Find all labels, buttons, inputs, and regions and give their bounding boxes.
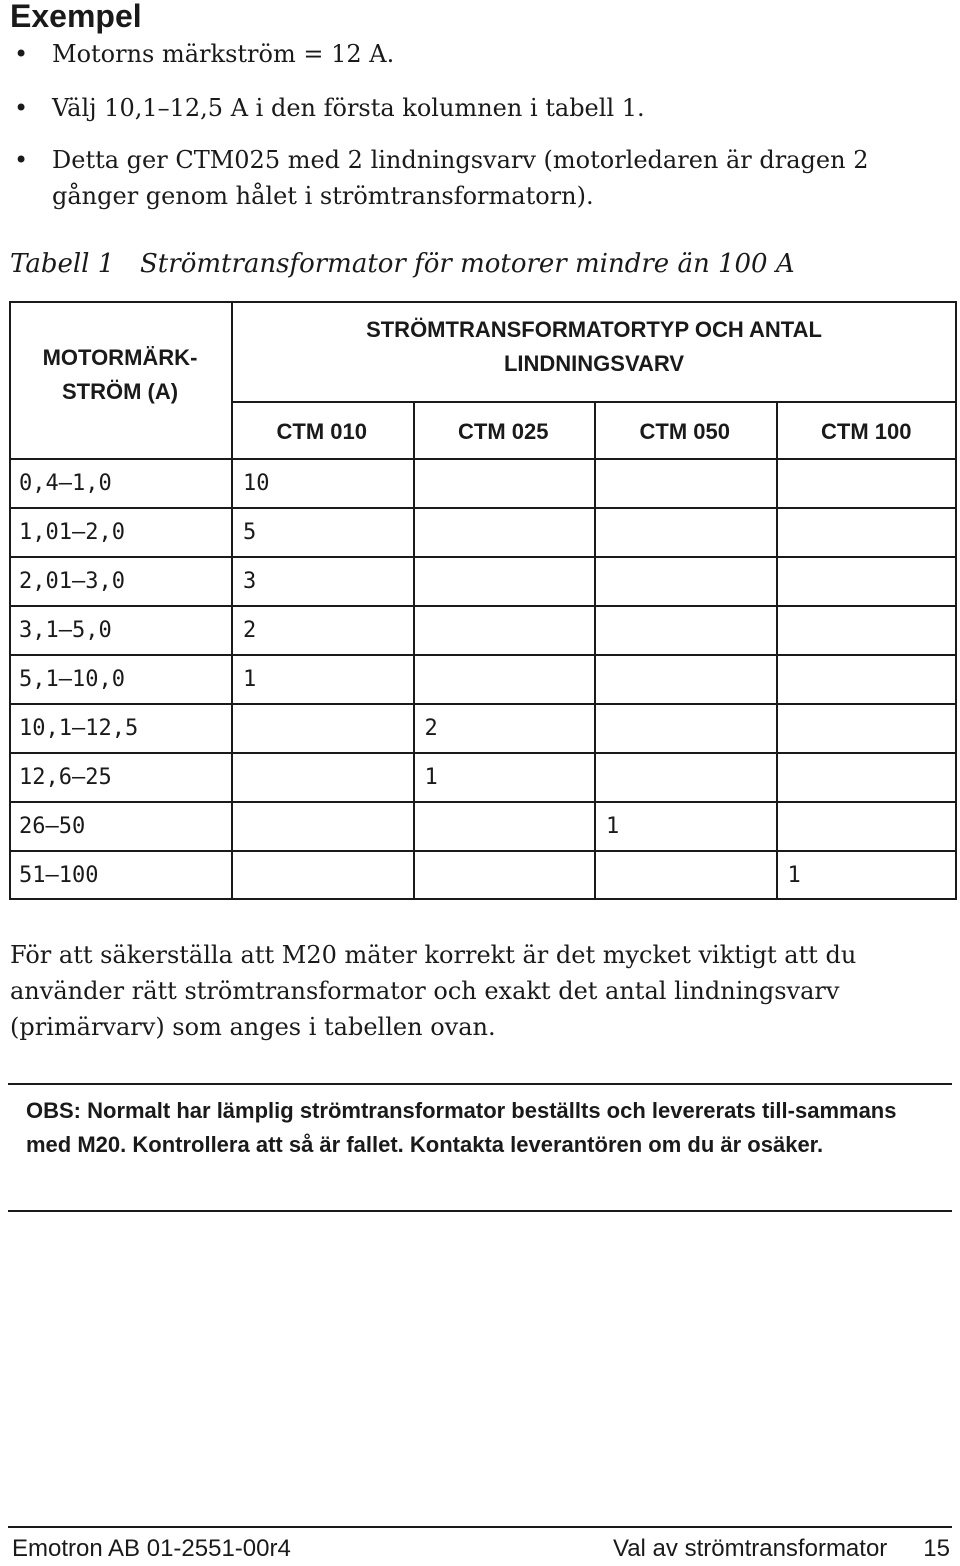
column-divider [776, 401, 778, 900]
section-title: Val av strömtransformator [612, 1535, 888, 1562]
document-id: Emotron AB 01-2551-00r4 [12, 1535, 291, 1562]
turns-value: 1 [243, 667, 257, 692]
turns-value: 1 [424, 765, 438, 790]
table-border-left [9, 301, 11, 900]
bullet-icon: • [14, 146, 29, 174]
turns-value: 2 [243, 618, 257, 643]
body-paragraph: För att säkerställa att M20 mäter korrekt är det mycket viktigt att du använder rätt strömtransformator och exakt det antal lindningsvarv (primärvarv) som anges i tabellen ovan. [10, 941, 857, 1041]
bullet-text: Välj 10,1–12,5 A i den första kolumnen i tabell 1. [52, 94, 645, 122]
page-footer [8, 1532, 954, 1562]
note-top-rule [8, 1083, 952, 1085]
current-range: 26–50 [19, 814, 86, 839]
current-range: 1,01–2,0 [19, 520, 125, 545]
page-heading: Exempel [10, 0, 142, 34]
current-transformer-table [9, 301, 957, 900]
page-number: 15 [923, 1535, 950, 1562]
bullet-text: Detta ger CTM025 med 2 lindningsvarv (motorledaren är dragen 2 gånger genom hålet i strömtransformatorn). [52, 146, 869, 210]
current-range: 2,01–3,0 [19, 569, 125, 594]
table-title: Strömtransformator för motorer mindre än 100 A [140, 249, 795, 279]
note-text: OBS: Normalt har lämplig strömtransformator beställts och levererats till-sammans med M20. Kontrollera att så är fallet. Kontakta leverantören om du är osäker. [26, 1098, 897, 1157]
current-range: 10,1–12,5 [19, 716, 139, 741]
type-header: CTM 010 [276, 419, 367, 444]
bullet-icon: • [14, 94, 29, 122]
current-range: 5,1–10,0 [19, 667, 125, 692]
type-header: CTM 025 [458, 419, 549, 444]
type-header: CTM 100 [821, 419, 912, 444]
turns-value: 3 [243, 569, 257, 594]
turns-value: 2 [424, 716, 438, 741]
turns-value: 1 [606, 814, 620, 839]
column-divider [413, 401, 415, 900]
group-header: STRÖMTRANSFORMATORTYP OCH ANTAL LINDNINGSVARV [366, 317, 822, 376]
table-border-top [9, 301, 957, 303]
table-number: Tabell 1 [10, 249, 115, 279]
current-range: 0,4–1,0 [19, 471, 112, 496]
col-current-header: MOTORMÄRK-STRÖM (A) [42, 345, 198, 404]
turns-value: 1 [787, 863, 801, 888]
type-header: CTM 050 [639, 419, 730, 444]
bullet-text: Motorns märkström = 12 A. [52, 40, 395, 68]
current-range: 12,6–25 [19, 765, 112, 790]
note-bottom-rule [8, 1210, 952, 1212]
column-divider [231, 301, 233, 900]
table-border-right [955, 301, 957, 900]
table-caption [10, 246, 795, 282]
bullet-icon: • [14, 40, 29, 68]
turns-value: 5 [243, 520, 257, 545]
column-divider [594, 401, 596, 900]
current-range: 51–100 [19, 863, 99, 888]
footer-rule [8, 1526, 952, 1528]
turns-value: 10 [243, 471, 270, 496]
current-range: 3,1–5,0 [19, 618, 112, 643]
